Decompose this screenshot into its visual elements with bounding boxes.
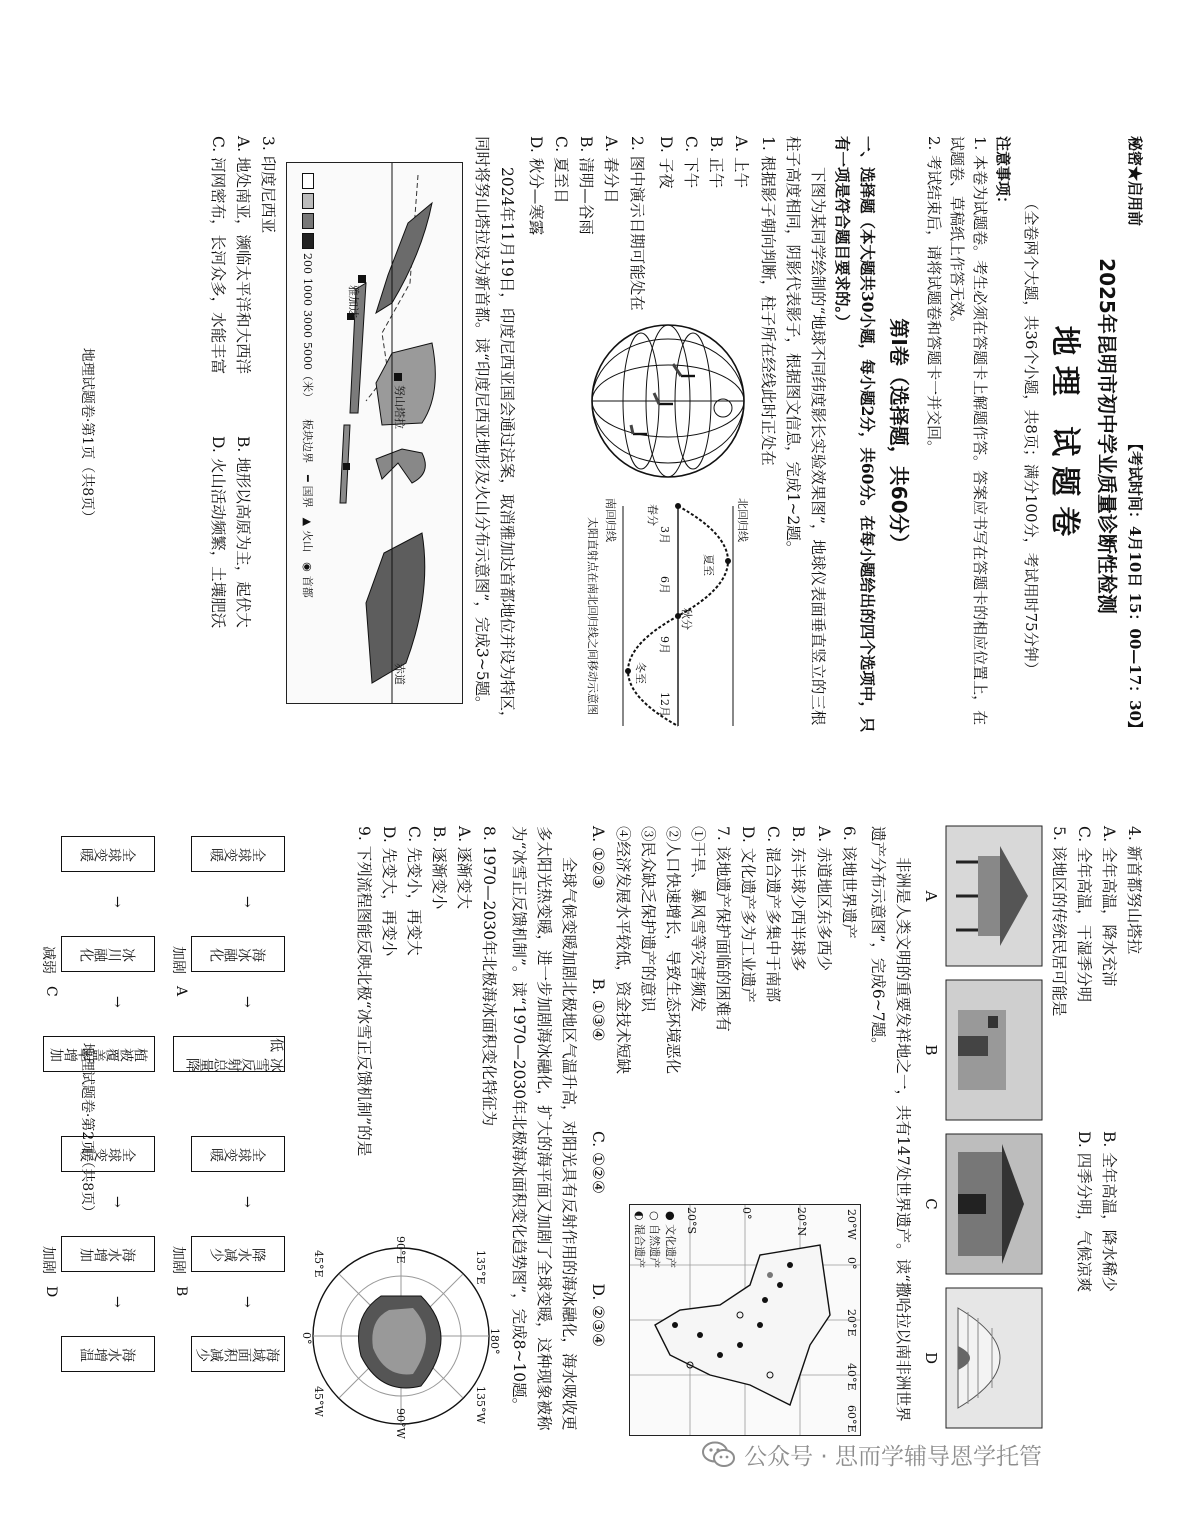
lon-label: 135°E xyxy=(474,1250,488,1285)
flow-box: 全球变暖 xyxy=(62,836,156,872)
photo-label: B xyxy=(922,1044,941,1056)
section-instruction: 一、选择题（本大题共30小题，每小题2分，共60分。在每小题给出的四个选项中，只有一项是符合题目要求的。） xyxy=(833,136,878,733)
flat-roof-house-picture xyxy=(946,980,1042,1120)
month-label: 3月 xyxy=(657,526,671,544)
sun-migration-chart xyxy=(583,496,753,736)
q2-option: B. 清明—谷雨 xyxy=(577,136,596,235)
flow-box: 全球变暖 xyxy=(62,1136,156,1172)
feedback-flowcharts xyxy=(36,826,296,1436)
q6-option: C. 混合遗产多集中于南部 xyxy=(764,826,783,1003)
flow-box: 海冰融化 xyxy=(192,936,286,972)
indonesia-map xyxy=(286,162,463,704)
notice-item: 1. 本卷为试题卷。考生必须在答题卡上解题作答。答案应书写在答题卡的相应位置上，在试题卷、草稿纸上作答无效。 xyxy=(948,136,990,726)
q6-option: D. 文化遗产多为工业遗产 xyxy=(739,826,758,1003)
africa-heritage-map xyxy=(629,1204,861,1436)
part-title: 第Ⅰ卷（选择题，共60分） xyxy=(887,318,912,554)
q8-option: B. 逐渐变小 xyxy=(430,826,449,910)
q7-option: D. ②③④ xyxy=(588,1283,607,1347)
lon-label: 40°E xyxy=(844,1363,858,1391)
legend-volcano: 火山 xyxy=(300,530,314,553)
dwelling-photo-c xyxy=(919,1134,1042,1274)
map-label-jakarta: 雅加达 xyxy=(346,285,360,318)
legend-border: 国界 xyxy=(300,485,314,508)
flow-box: 全球变暖 xyxy=(192,1136,286,1172)
q8-option: C. 先变小，再变大 xyxy=(405,826,424,956)
notice-heading: 注意事项： xyxy=(994,136,1013,212)
lat-label: 0° xyxy=(739,1207,753,1220)
dwelling-photo-d xyxy=(919,1288,1042,1428)
lon-label: 20°W xyxy=(844,1209,858,1240)
flow-id-label: B xyxy=(173,1286,190,1297)
lon-label: 0° xyxy=(300,1332,314,1345)
term-label: 夏至 xyxy=(701,554,715,576)
term-label: 春分 xyxy=(645,504,659,526)
q4-option: D. 四季分明，气候凉爽 xyxy=(1075,1131,1094,1293)
igloo-picture xyxy=(946,1288,1042,1428)
q7-option: B. ①③④ xyxy=(588,978,607,1042)
shadow xyxy=(654,393,659,404)
exam-page-1 xyxy=(60,96,1180,776)
flow-box: 植被覆盖率增加 xyxy=(44,1036,156,1072)
q7-item: ②人口快速增长，导致生态环境恶化 xyxy=(663,826,682,1075)
flowchart-c: 全球变暖 冰川融化 植被覆盖率增加 → → 减弱 C xyxy=(36,826,166,1126)
shadow xyxy=(631,425,633,434)
flow-id-label: D xyxy=(43,1286,60,1298)
q4-option: C. 全年高温，干湿季分明 xyxy=(1075,826,1094,1003)
legend-plate-boundary: 板块边界 xyxy=(300,419,314,463)
arctic-ice-map xyxy=(300,1236,502,1439)
question-3: 3. 印度尼西亚 xyxy=(258,136,277,234)
photo-label: D xyxy=(922,1351,941,1365)
lat-label: 20°S xyxy=(684,1207,698,1235)
flow-box: 降水减少 xyxy=(192,1236,286,1272)
scanned-exam-sheet xyxy=(40,96,1180,1481)
legend-capital: 首都 xyxy=(300,575,314,598)
q7-item: ③民众缺乏保护遗产的意识 xyxy=(638,826,657,1013)
legend-value: 200 xyxy=(301,253,315,274)
q3-option: D. 火山活动频繁，土壤肥沃 xyxy=(208,436,227,629)
tropic-capricorn-label: 南回归线 xyxy=(603,498,617,542)
q8-option: A. 逐渐变大 xyxy=(455,826,474,910)
legend-value: 5000（米） xyxy=(300,342,314,403)
lon-label: 0° xyxy=(844,1257,858,1270)
notice-item: 2. 考试结束后，请将试题卷和答题卡一并交回。 xyxy=(924,136,943,456)
legend-value: 3000 xyxy=(301,310,315,338)
q1-option: B. 正午 xyxy=(706,136,725,189)
q7-item: ①干旱、暴风雪等灾害频发 xyxy=(689,826,708,1013)
q7-item: ④经济发展水平较低，资金技术短缺 xyxy=(613,826,632,1075)
question-1: 1. 根据影子朝向判断，柱子所在经线此时正处在 xyxy=(759,136,778,466)
month-label: 12月 xyxy=(657,692,671,717)
legend-mixed: 混合遗产 xyxy=(632,1224,646,1269)
lon-label: 90°W xyxy=(394,1408,408,1439)
lat-label: 20°N xyxy=(794,1207,808,1237)
sun-migration-plot xyxy=(603,496,753,736)
flowchart-a: 全球变暖 海冰融化 冰雪反射总量降低 → → 加剧 A xyxy=(166,826,296,1126)
lon-label: 45°E xyxy=(312,1250,326,1278)
q6-option: A. 赤道地区东多西少 xyxy=(814,826,833,972)
q3-option: B. 地形以高原为主，起伏大 xyxy=(233,436,252,628)
exam-scope: （全卷两个大题，共36个小题，共8页；满分100分，考试用时75分钟） xyxy=(1021,195,1040,677)
q3-option: C. 河网密布，长河众多，水能丰富 xyxy=(208,136,227,375)
intro-q3-5: 2024年11月19日，印度尼西亚国会通过法案，取消雅加达首都地位并设为特区，同时将努山塔拉设为新首都。读“印度尼西亚地形及火山分布示意图”，完成3~5题。 xyxy=(472,136,516,727)
question-5: 5. 该地区的传统民居可能是 xyxy=(1050,826,1069,1017)
arctic-polar-svg xyxy=(302,1236,502,1436)
flow-effect-label: 加剧 xyxy=(40,1246,57,1274)
flow-id-label: A xyxy=(173,986,190,997)
wechat-watermark xyxy=(702,1438,1042,1471)
q1-option: C. 下午 xyxy=(681,136,700,189)
lon-label: 135°W xyxy=(474,1386,488,1424)
photo-label: C xyxy=(922,1198,941,1210)
q3-option: A. 地处南亚，濒临太平洋和大西洋 xyxy=(233,136,252,375)
map-label-nusantara: 努山塔拉 xyxy=(392,385,406,429)
lon-label: 45°W xyxy=(312,1386,326,1417)
q2-option: D. 秋分—寒露 xyxy=(527,136,546,236)
dwelling-photo-b xyxy=(919,980,1042,1120)
flow-box: 冰雪反射总量降低 xyxy=(174,1036,286,1072)
flow-effect-label: 加剧 xyxy=(170,1246,187,1274)
flow-effect-label: 加剧 xyxy=(170,946,187,974)
wechat-icon xyxy=(702,1441,736,1469)
question-6: 6. 该地世界遗产 xyxy=(839,826,858,939)
dwelling-photos xyxy=(919,826,1042,1436)
q8-option: D. 先变大，再变小 xyxy=(380,826,399,957)
flow-box: 全球变暖 xyxy=(192,836,286,872)
q1-option: A. 上午 xyxy=(731,136,750,189)
intro-q8-10: 全球气候变暖加剧北极地区气温升高，对阳光具有反射作用的海冰融化，海水吸收更多太阳光热变暖，进一步加剧海冰融化，扩大的海平面又加剧了全球变暖，这种现象被称为“冰雪正反馈机制”。读“1970—2030年北极海冰面积变化趋势图”，完成8~10题。 xyxy=(509,826,578,1431)
question-2: 2. 图中演示日期可能处在 xyxy=(627,136,646,311)
page-footer: 地理试题卷·第1页（共8页） xyxy=(79,347,95,525)
heritage-legend: ● 文化遗产 ○ 自然遗产 ◐ 混合遗产 xyxy=(632,1211,677,1269)
subject-title: 地理 试题卷 xyxy=(1046,325,1082,547)
flowchart-b: 全球变暖 降水减少 海域面积减少 → → 加剧 B xyxy=(166,1126,296,1426)
flow-effect-label: 减弱 xyxy=(40,946,57,974)
q2-option: C. 夏至日 xyxy=(552,136,571,204)
globe-shadow-figure xyxy=(583,316,753,486)
flow-box: 海水增温 xyxy=(62,1336,156,1372)
question-9: 9. 下列流程图能反映北极“冰雪正反馈机制”的是 xyxy=(354,826,373,1157)
q6-option: B. 东半球少西半球多 xyxy=(789,826,808,972)
tropic-cancer-label: 北回归线 xyxy=(735,498,749,542)
q4-option: B. 全年高温，降水稀少 xyxy=(1099,1131,1118,1292)
term-label: 冬至 xyxy=(633,662,647,684)
page-footer: 地理试题卷·第2页（共8页） xyxy=(79,1042,95,1220)
question-7: 7. 该地遗产保护面临的困难有 xyxy=(714,826,733,1032)
stilt-house-picture xyxy=(946,826,1042,966)
legend-natural: 自然遗产 xyxy=(648,1224,662,1269)
month-label: 6月 xyxy=(657,576,671,594)
flow-box: 海域面积减少 xyxy=(192,1336,286,1372)
lon-label: 180° xyxy=(488,1328,502,1355)
secret-mark: 秘密★启用前 xyxy=(1126,136,1144,227)
intro-q6-7: 非洲是人类文明的重要发祥地之一，共有147处世界遗产。读“撒哈拉以南非洲世界遗产分布示意图”，完成6~7题。 xyxy=(868,826,912,1422)
lon-label: 60°E xyxy=(844,1405,858,1433)
q1-option: D. 子夜 xyxy=(656,136,675,189)
intro-q1-2: 下图为某同学绘制的“地球不同纬度影长实验效果图”，地球仪表面垂直竖立的三根柱子高度相同，阴影代表影子，根据图文信息，完成1~2题。 xyxy=(784,136,828,726)
exam-time: 【考试时间：4月10日 15：00—17：30】 xyxy=(1126,435,1144,736)
photo-label: A xyxy=(922,890,941,902)
q7-option: A. ①②③ xyxy=(588,826,607,889)
sheet-content xyxy=(40,96,1180,1481)
map-legend: 200 1000 3000 5000（米） 板块边界 ━ 国界 ▲ 火山 ◉ 首都 xyxy=(300,173,316,598)
month-label: 9月 xyxy=(657,636,671,654)
dwelling-photo-a xyxy=(919,826,1042,966)
exam-title: 2025年昆明市初中学业质量诊断性检测 xyxy=(1094,258,1119,614)
question-8: 8. 1970—2030年北极海冰面积变化特征为 xyxy=(480,826,499,1127)
flow-box: 冰川融化 xyxy=(62,936,156,972)
chart-caption: 太阳直射点在南北回归线之间移动示意图 xyxy=(585,517,599,715)
flow-id-label: C xyxy=(43,986,60,997)
flowchart-d: 全球变暖 海水增加 海水增温 → → 加剧 D xyxy=(36,1126,166,1426)
lon-label: 90°E xyxy=(394,1236,408,1264)
question-4: 4. 新首都努山塔拉 xyxy=(1125,826,1143,955)
exam-page-2 xyxy=(40,786,1180,1476)
q2-option: A. 春分日 xyxy=(602,136,621,204)
lon-label: 20°E xyxy=(844,1309,858,1337)
map-label-equator: 赤道 xyxy=(392,663,406,685)
q7-option: C. ①②④ xyxy=(588,1131,607,1194)
term-label: 秋分 xyxy=(679,608,693,630)
legend-value: 1000 xyxy=(301,278,315,306)
courtyard-house-picture xyxy=(946,1134,1042,1274)
legend-cultural: 文化遗产 xyxy=(663,1224,677,1269)
q4-option: A. 全年高温，降水充沛 xyxy=(1099,826,1118,987)
flow-box: 海水增加 xyxy=(62,1236,156,1272)
watermark-text: 公众号 · 思而学辅导恩学托管 xyxy=(744,1444,1042,1470)
